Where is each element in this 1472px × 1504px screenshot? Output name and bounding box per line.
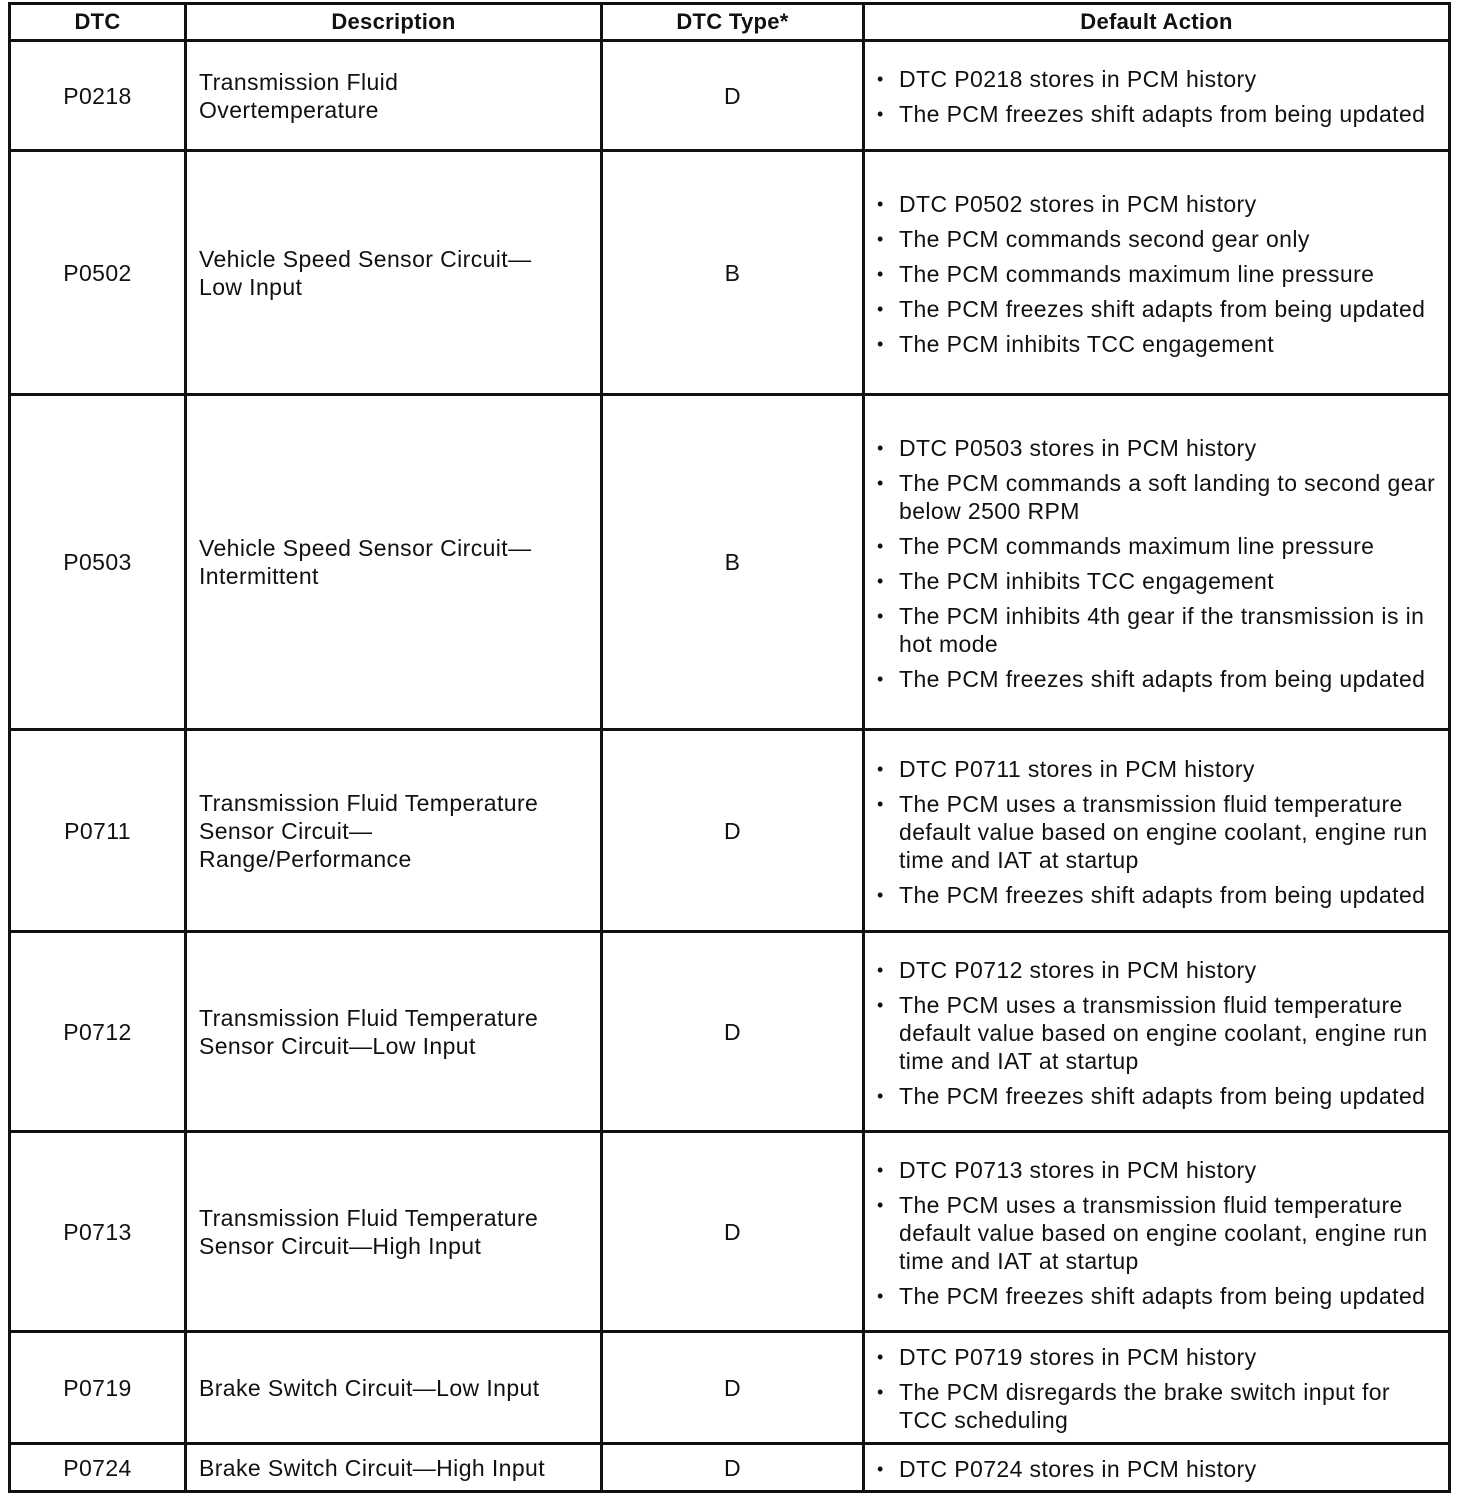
dtc-type: D [602, 1444, 864, 1492]
dtc-code: P0218 [10, 41, 186, 151]
action-item: • The PCM commands second gear only [899, 225, 1440, 253]
header-row [10, 4, 1450, 41]
action-list [899, 190, 1440, 358]
dtc-code: P0712 [10, 932, 186, 1132]
action-item: • The PCM inhibits TCC engagement [899, 567, 1440, 595]
description-line: Intermittent [199, 563, 319, 589]
dtc-document [8, 2, 1448, 1493]
table-row [10, 730, 1450, 932]
description-line: Sensor Circuit—High Input [199, 1232, 482, 1259]
dtc-code: P0502 [10, 151, 186, 395]
description-line: Overtemperature [199, 96, 379, 123]
action-item: • The PCM commands maximum line pressure [899, 532, 1440, 560]
header-default-action: Default Action [864, 4, 1450, 41]
action-item: • DTC P0713 stores in PCM history [899, 1156, 1440, 1184]
description-line: Low Input [199, 273, 303, 300]
dtc-description [186, 41, 602, 151]
description-line: Brake Switch Circuit—High Input [199, 1454, 546, 1481]
table-row [10, 932, 1450, 1132]
action-item: • The PCM freezes shift adapts from being updated [899, 295, 1440, 323]
dtc-type: D [602, 1132, 864, 1332]
dtc-table [8, 2, 1451, 1493]
description-line: Brake Switch Circuit—Low Input [199, 1374, 540, 1401]
default-action [864, 1132, 1450, 1332]
dtc-type: D [602, 1332, 864, 1444]
dtc-code: P0724 [10, 1444, 186, 1492]
table-header [10, 4, 1450, 41]
action-item: • DTC P0218 stores in PCM history [899, 65, 1440, 93]
description-line: Range/Performance [199, 845, 412, 872]
default-action [864, 41, 1450, 151]
action-item: • DTC P0502 stores in PCM history [899, 190, 1440, 218]
table-row [10, 1132, 1450, 1332]
action-item: • The PCM freezes shift adapts from being updated [899, 881, 1440, 909]
dtc-type: D [602, 932, 864, 1132]
action-item: • The PCM commands maximum line pressure [899, 260, 1440, 288]
action-item: • The PCM freezes shift adapts from being updated [899, 100, 1440, 128]
dtc-description [186, 932, 602, 1132]
action-list [899, 1343, 1440, 1434]
table-row [10, 395, 1450, 730]
dtc-code: P0711 [10, 730, 186, 932]
action-list [899, 1156, 1440, 1310]
table-row [10, 151, 1450, 395]
dtc-description [186, 1332, 602, 1444]
action-list [899, 434, 1440, 693]
action-item: • DTC P0503 stores in PCM history [899, 434, 1440, 462]
dtc-code: P0503 [10, 395, 186, 730]
dtc-description [186, 730, 602, 932]
default-action [864, 730, 1450, 932]
description-line: Sensor Circuit—Low Input [199, 1032, 476, 1059]
description-line: Sensor Circuit— [199, 817, 373, 844]
dtc-description [186, 151, 602, 395]
action-item: • The PCM uses a transmission fluid temperature default value based on engine coolant, engine run time and IAT at startup [899, 1191, 1440, 1275]
description-line: Vehicle Speed Sensor Circuit— [199, 245, 532, 272]
dtc-type: B [602, 151, 864, 395]
default-action [864, 1444, 1450, 1492]
action-item: • The PCM uses a transmission fluid temperature default value based on engine coolant, engine run time and IAT at startup [899, 991, 1440, 1075]
action-item: • The PCM freezes shift adapts from being updated [899, 1282, 1440, 1310]
default-action [864, 1332, 1450, 1444]
header-dtc: DTC [10, 4, 186, 41]
action-item: • DTC P0712 stores in PCM history [899, 956, 1440, 984]
table-body [10, 41, 1450, 1492]
action-item: • The PCM inhibits 4th gear if the transmission is in hot mode [899, 602, 1440, 658]
description-line: Transmission Fluid Temperature [199, 789, 539, 816]
dtc-code: P0719 [10, 1332, 186, 1444]
action-item: • The PCM freezes shift adapts from being updated [899, 665, 1440, 693]
dtc-type: D [602, 730, 864, 932]
action-item: • DTC P0719 stores in PCM history [899, 1343, 1440, 1371]
action-item: • The PCM disregards the brake switch input for TCC scheduling [899, 1378, 1440, 1434]
default-action [864, 151, 1450, 395]
dtc-description [186, 1444, 602, 1492]
action-list [899, 755, 1440, 909]
default-action [864, 932, 1450, 1132]
description-line: Transmission Fluid [199, 68, 399, 95]
table-row [10, 1444, 1450, 1492]
action-list [899, 65, 1440, 128]
dtc-code: P0713 [10, 1132, 186, 1332]
dtc-description [186, 395, 602, 730]
table-row [10, 1332, 1450, 1444]
table-row [10, 41, 1450, 151]
default-action [864, 395, 1450, 730]
action-item: • DTC P0711 stores in PCM history [899, 755, 1440, 783]
dtc-type: B [602, 395, 864, 730]
action-item: • The PCM inhibits TCC engagement [899, 330, 1440, 358]
action-item: • The PCM commands a soft landing to second gear below 2500 RPM [899, 469, 1440, 525]
header-dtc-type: DTC Type* [602, 4, 864, 41]
dtc-description [186, 1132, 602, 1332]
action-item: • DTC P0724 stores in PCM history [899, 1455, 1440, 1483]
action-list [899, 956, 1440, 1110]
action-item: • The PCM uses a transmission fluid temperature default value based on engine coolant, engine run time and IAT at startup [899, 790, 1440, 874]
dtc-type: D [602, 41, 864, 151]
description-line: Transmission Fluid Temperature [199, 1004, 539, 1031]
description-line: Transmission Fluid Temperature [199, 1204, 539, 1231]
description-line: Vehicle Speed Sensor Circuit— [199, 535, 532, 561]
header-description: Description [186, 4, 602, 41]
action-list [899, 1455, 1440, 1483]
action-item: • The PCM freezes shift adapts from being updated [899, 1082, 1440, 1110]
